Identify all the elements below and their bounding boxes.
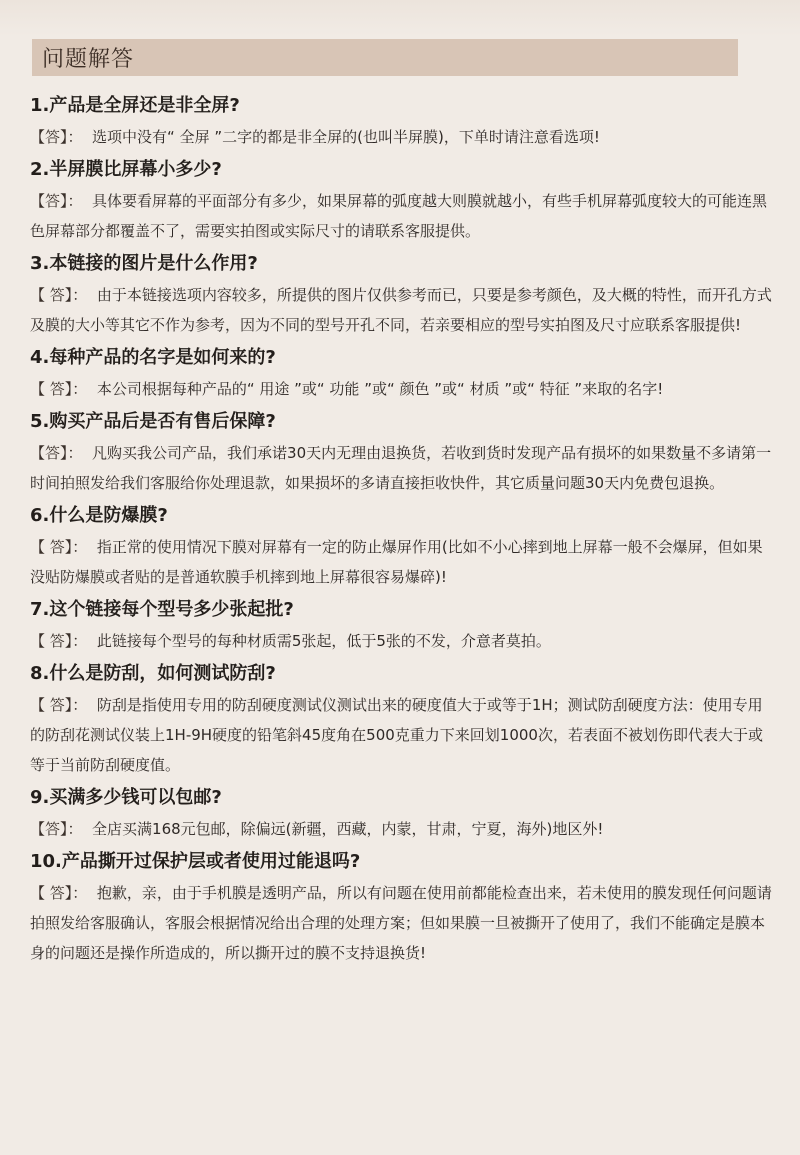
answer-text: 具体要看屏幕的平面部分有多少，如果屏幕的弧度越大则膜就越小，有些手机屏幕弧度较大的可能连黑色屏幕部分都覆盖不了，需要实拍图或实际尺寸的请联系客服提供。 (30, 192, 768, 240)
answer-text: 防刮是指使用专用的防刮硬度测试仪测试出来的硬度值大于或等于1H；测试防刮硬度方法：使用专用的防刮花测试仪装上1H-9H硬度的铅笔斜45度角在500克重力下来回划1000次，若表面不被划伤即代表大于或等于当前防刮硬度值。 (30, 696, 763, 774)
answer-tag: 【 答】： (30, 286, 97, 304)
faq-answer (30, 280, 772, 342)
faq-answer (30, 186, 772, 248)
faq-answer (30, 814, 772, 846)
faq-item (30, 342, 772, 406)
answer-tag: 【答】： (30, 192, 93, 210)
faq-item (30, 154, 772, 248)
faq-answer (30, 878, 772, 970)
faq-question: 5.购买产品后是否有售后保障? (30, 411, 276, 432)
answer-tag: 【答】： (30, 128, 93, 146)
answer-tag: 【 答】： (30, 696, 97, 714)
answer-text: 本公司根据每种产品的“ 用途 ”或“ 功能 ”或“ 颜色 ”或“ 材质 ”或“ 特征 ”来取的名字! (96, 380, 664, 398)
faq-answer (30, 374, 772, 406)
faq-question: 6.什么是防爆膜? (30, 505, 168, 526)
faq-answer (30, 690, 772, 782)
faq-answer (30, 532, 772, 594)
section-header (32, 39, 738, 76)
answer-text: 凡购买我公司产品，我们承诺30天内无理由退换货，若收到货时发现产品有损坏的如果数量不多请第一时间拍照发给我们客服给你处理退款，如果损坏的多请直接拒收快件，其它质量问题30天内免费包退换。 (30, 444, 772, 492)
faq-question: 2.半屏膜比屏幕小多少? (30, 159, 222, 180)
faq-item (30, 248, 772, 342)
top-banner-strip (0, 0, 800, 36)
faq-item (30, 90, 772, 154)
faq-item (30, 782, 772, 846)
answer-text: 由于本链接选项内容较多，所提供的图片仅供参考而已，只要是参考颜色，及大概的特性，而开孔方式及膜的大小等其它不作为参考，因为不同的型号开孔不同，若亲要相应的型号实拍图及尺寸应联系客服提供! (30, 286, 772, 334)
faq-question: 4.每种产品的名字是如何来的? (30, 347, 276, 368)
answer-tag: 【答】： (30, 820, 93, 838)
answer-text: 此链接每个型号的每种材质需5张起，低于5张的不发，介意者莫拍。 (96, 632, 551, 650)
answer-text: 全店买满168元包邮，除偏远(新疆，西藏，内蒙，甘肃，宁夏，海外)地区外! (92, 820, 604, 838)
faq-item (30, 406, 772, 500)
answer-tag: 【 答】： (30, 538, 97, 556)
answer-text: 指正常的使用情况下膜对屏幕有一定的防止爆屏作用(比如不小心摔到地上屏幕一般不会爆屏，但如果没贴防爆膜或者贴的是普通软膜手机摔到地上屏幕很容易爆碎)! (30, 538, 763, 586)
faq-list (30, 90, 772, 970)
page-title: 问题解答 (42, 47, 135, 72)
answer-tag: 【答】： (30, 444, 93, 462)
answer-text: 抱歉，亲，由于手机膜是透明产品，所以有问题在使用前都能检查出来，若未使用的膜发现任何问题请拍照发给客服确认，客服会根据情况给出合理的处理方案；但如果膜一旦被撕开了使用了，我们不能确定是膜本身的问题还是操作所造成的，所以撕开过的膜不支持退换货! (30, 884, 772, 962)
faq-item (30, 500, 772, 594)
faq-question: 1.产品是全屏还是非全屏? (30, 95, 240, 116)
faq-item (30, 846, 772, 970)
answer-tag: 【 答】： (30, 380, 97, 398)
faq-item (30, 658, 772, 782)
answer-tag: 【 答】： (30, 632, 97, 650)
answer-text: 选项中没有“ 全屏 ”二字的都是非全屏的(也叫半屏膜)，下单时请注意看选项! (92, 128, 600, 146)
faq-question: 3.本链接的图片是什么作用? (30, 253, 258, 274)
faq-question: 9.买满多少钱可以包邮? (30, 787, 222, 808)
faq-item (30, 594, 772, 658)
answer-tag: 【 答】： (30, 884, 97, 902)
faq-answer (30, 122, 772, 154)
faq-question: 10.产品撕开过保护层或者使用过能退吗? (30, 851, 361, 872)
faq-question: 8.什么是防刮，如何测试防刮? (30, 663, 276, 684)
faq-answer (30, 438, 772, 500)
faq-question: 7.这个链接每个型号多少张起批? (30, 599, 294, 620)
faq-answer (30, 626, 772, 658)
